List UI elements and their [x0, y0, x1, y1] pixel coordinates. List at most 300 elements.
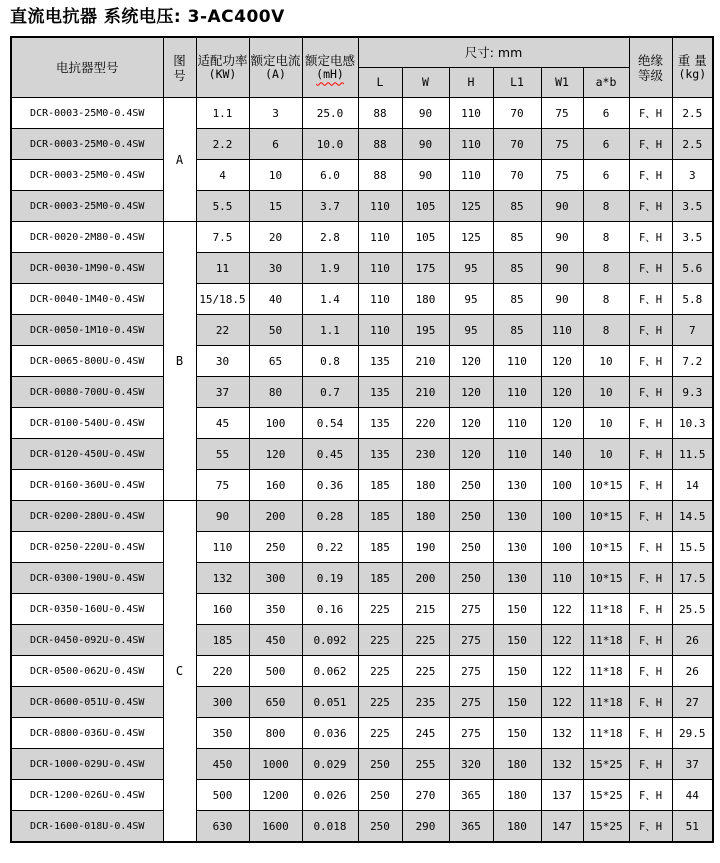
current-cell: 350 — [249, 594, 302, 625]
dim-l1-cell: 85 — [493, 284, 541, 315]
dim-l1-cell: 70 — [493, 98, 541, 129]
dim-ab-cell: 10*15 — [583, 532, 629, 563]
power-cell: 450 — [196, 749, 249, 780]
group-cell: A — [163, 98, 196, 222]
insulation-cell: F、H — [629, 687, 672, 718]
dim-h-cell: 275 — [449, 718, 493, 749]
power-cell: 11 — [196, 253, 249, 284]
dim-l-cell: 135 — [358, 377, 402, 408]
table-row — [11, 749, 713, 780]
current-cell: 50 — [249, 315, 302, 346]
dim-h-cell: 250 — [449, 501, 493, 532]
table-row — [11, 532, 713, 563]
dim-w-cell: 270 — [402, 780, 449, 811]
dim-h-cell: 120 — [449, 377, 493, 408]
dim-h-cell: 365 — [449, 811, 493, 843]
dim-l-cell: 225 — [358, 625, 402, 656]
dim-ab-cell: 8 — [583, 222, 629, 253]
dim-ab-cell: 10 — [583, 346, 629, 377]
insulation-cell: F、H — [629, 129, 672, 160]
current-cell: 100 — [249, 408, 302, 439]
power-cell: 90 — [196, 501, 249, 532]
current-cell: 160 — [249, 470, 302, 501]
dim-ab-cell: 11*18 — [583, 594, 629, 625]
model-cell: DCR-0080-700U-0.4SW — [11, 377, 163, 408]
current-cell: 3 — [249, 98, 302, 129]
col-header-current: 额定电流 (A) — [249, 37, 302, 98]
dim-l-cell: 225 — [358, 594, 402, 625]
dim-w-cell: 105 — [402, 222, 449, 253]
dim-ab-cell: 8 — [583, 191, 629, 222]
insulation-cell: F、H — [629, 780, 672, 811]
model-cell: DCR-0020-2M80-0.4SW — [11, 222, 163, 253]
table-row — [11, 687, 713, 718]
dim-h-cell: 110 — [449, 98, 493, 129]
power-cell: 22 — [196, 315, 249, 346]
dim-w-cell: 180 — [402, 501, 449, 532]
dim-col-header-w: W — [402, 68, 449, 98]
insulation-cell: F、H — [629, 656, 672, 687]
dim-col-header-l1: L1 — [493, 68, 541, 98]
dim-w1-cell: 120 — [541, 377, 583, 408]
model-cell: DCR-0200-280U-0.4SW — [11, 501, 163, 532]
dim-ab-cell: 11*18 — [583, 625, 629, 656]
power-cell: 300 — [196, 687, 249, 718]
weight-cell: 7.2 — [672, 346, 713, 377]
dim-ab-cell: 15*25 — [583, 811, 629, 843]
dim-w-cell: 225 — [402, 625, 449, 656]
dim-l1-cell: 110 — [493, 439, 541, 470]
dim-l1-cell: 180 — [493, 749, 541, 780]
dim-w-cell: 200 — [402, 563, 449, 594]
dim-l-cell: 250 — [358, 780, 402, 811]
dim-col-header-h: H — [449, 68, 493, 98]
inductance-cell: 1.9 — [302, 253, 358, 284]
dim-ab-cell: 8 — [583, 315, 629, 346]
table-row — [11, 811, 713, 843]
dim-w-cell: 90 — [402, 129, 449, 160]
model-cell: DCR-1200-026U-0.4SW — [11, 780, 163, 811]
dim-ab-cell: 11*18 — [583, 718, 629, 749]
dim-ab-cell: 15*25 — [583, 749, 629, 780]
table-row — [11, 377, 713, 408]
inductance-cell: 3.7 — [302, 191, 358, 222]
table-row — [11, 501, 713, 532]
dim-l1-cell: 130 — [493, 470, 541, 501]
dim-l1-cell: 85 — [493, 191, 541, 222]
inductance-cell: 0.45 — [302, 439, 358, 470]
page-title: 直流电抗器 系统电压: 3-AC400V — [10, 7, 285, 27]
weight-cell: 27 — [672, 687, 713, 718]
power-cell: 1.1 — [196, 98, 249, 129]
dim-l1-cell: 70 — [493, 129, 541, 160]
model-cell: DCR-0600-051U-0.4SW — [11, 687, 163, 718]
dim-l-cell: 110 — [358, 315, 402, 346]
table-row — [11, 191, 713, 222]
weight-cell: 3.5 — [672, 191, 713, 222]
dim-ab-cell: 10*15 — [583, 470, 629, 501]
dim-l-cell: 135 — [358, 346, 402, 377]
power-cell: 630 — [196, 811, 249, 843]
dim-col-header-w1: W1 — [541, 68, 583, 98]
dim-ab-cell: 10 — [583, 377, 629, 408]
dim-w1-cell: 122 — [541, 656, 583, 687]
insulation-cell: F、H — [629, 315, 672, 346]
dim-ab-cell: 11*18 — [583, 656, 629, 687]
dim-w1-cell: 140 — [541, 439, 583, 470]
dim-l1-cell: 130 — [493, 563, 541, 594]
inductance-cell: 0.026 — [302, 780, 358, 811]
current-cell: 10 — [249, 160, 302, 191]
insulation-cell: F、H — [629, 284, 672, 315]
col-header-power: 适配功率 (KW) — [196, 37, 249, 98]
current-cell: 20 — [249, 222, 302, 253]
weight-cell: 29.5 — [672, 718, 713, 749]
table-row — [11, 780, 713, 811]
weight-cell: 15.5 — [672, 532, 713, 563]
dim-h-cell: 95 — [449, 284, 493, 315]
model-cell: DCR-0003-25M0-0.4SW — [11, 160, 163, 191]
weight-cell: 2.5 — [672, 129, 713, 160]
insulation-cell: F、H — [629, 160, 672, 191]
dim-l-cell: 110 — [358, 222, 402, 253]
inductance-cell: 0.7 — [302, 377, 358, 408]
model-cell: DCR-0120-450U-0.4SW — [11, 439, 163, 470]
dim-l-cell: 185 — [358, 470, 402, 501]
dim-l-cell: 135 — [358, 439, 402, 470]
insulation-cell: F、H — [629, 222, 672, 253]
dim-h-cell: 95 — [449, 253, 493, 284]
inductance-cell: 0.22 — [302, 532, 358, 563]
dim-w-cell: 235 — [402, 687, 449, 718]
dim-h-cell: 110 — [449, 160, 493, 191]
dim-w1-cell: 100 — [541, 501, 583, 532]
dim-l-cell: 185 — [358, 501, 402, 532]
dim-w1-cell: 90 — [541, 284, 583, 315]
dim-h-cell: 275 — [449, 687, 493, 718]
col-header-dimensions: 尺寸: mm — [358, 37, 629, 68]
model-cell: DCR-0100-540U-0.4SW — [11, 408, 163, 439]
dim-w-cell: 180 — [402, 470, 449, 501]
insulation-cell: F、H — [629, 501, 672, 532]
model-cell: DCR-0040-1M40-0.4SW — [11, 284, 163, 315]
dim-w-cell: 230 — [402, 439, 449, 470]
model-cell: DCR-0250-220U-0.4SW — [11, 532, 163, 563]
weight-cell: 10.3 — [672, 408, 713, 439]
power-cell: 75 — [196, 470, 249, 501]
weight-cell: 11.5 — [672, 439, 713, 470]
inductance-cell: 25.0 — [302, 98, 358, 129]
model-cell: DCR-0800-036U-0.4SW — [11, 718, 163, 749]
table-row — [11, 439, 713, 470]
current-cell: 300 — [249, 563, 302, 594]
weight-cell: 44 — [672, 780, 713, 811]
model-cell: DCR-0050-1M10-0.4SW — [11, 315, 163, 346]
dim-w-cell: 190 — [402, 532, 449, 563]
dim-l1-cell: 85 — [493, 315, 541, 346]
power-cell: 220 — [196, 656, 249, 687]
dim-w-cell: 105 — [402, 191, 449, 222]
power-cell: 500 — [196, 780, 249, 811]
dim-w-cell: 215 — [402, 594, 449, 625]
dim-l-cell: 225 — [358, 656, 402, 687]
current-cell: 500 — [249, 656, 302, 687]
model-cell: DCR-1600-018U-0.4SW — [11, 811, 163, 843]
power-cell: 160 — [196, 594, 249, 625]
weight-cell: 25.5 — [672, 594, 713, 625]
inductance-cell: 1.1 — [302, 315, 358, 346]
dim-l1-cell: 150 — [493, 594, 541, 625]
table-row — [11, 98, 713, 129]
power-cell: 45 — [196, 408, 249, 439]
inductance-cell: 1.4 — [302, 284, 358, 315]
table-row — [11, 594, 713, 625]
group-cell: B — [163, 222, 196, 501]
dim-l-cell: 185 — [358, 532, 402, 563]
dim-ab-cell: 10 — [583, 408, 629, 439]
dim-h-cell: 275 — [449, 656, 493, 687]
table-row — [11, 284, 713, 315]
table-row — [11, 160, 713, 191]
dim-l1-cell: 130 — [493, 532, 541, 563]
current-cell: 15 — [249, 191, 302, 222]
dim-h-cell: 275 — [449, 625, 493, 656]
weight-cell: 5.6 — [672, 253, 713, 284]
dim-l1-cell: 70 — [493, 160, 541, 191]
page — [0, 7, 720, 843]
weight-cell: 26 — [672, 625, 713, 656]
dim-w1-cell: 90 — [541, 253, 583, 284]
dim-l1-cell: 110 — [493, 377, 541, 408]
dim-l1-cell: 110 — [493, 346, 541, 377]
current-cell: 450 — [249, 625, 302, 656]
dim-w1-cell: 75 — [541, 129, 583, 160]
dim-l-cell: 250 — [358, 811, 402, 843]
model-cell: DCR-0003-25M0-0.4SW — [11, 129, 163, 160]
table-row — [11, 470, 713, 501]
model-cell: DCR-0300-190U-0.4SW — [11, 563, 163, 594]
table-row — [11, 408, 713, 439]
dim-w1-cell: 100 — [541, 532, 583, 563]
table-row — [11, 346, 713, 377]
insulation-cell: F、H — [629, 377, 672, 408]
dim-w1-cell: 120 — [541, 346, 583, 377]
col-header-inductance: 额定电感 (mH) — [302, 37, 358, 98]
dim-l1-cell: 130 — [493, 501, 541, 532]
insulation-cell: F、H — [629, 470, 672, 501]
dim-w-cell: 245 — [402, 718, 449, 749]
col-header-insulation: 绝缘 等级 — [629, 37, 672, 98]
inductance-cell: 0.28 — [302, 501, 358, 532]
power-cell: 2.2 — [196, 129, 249, 160]
inductance-cell: 0.029 — [302, 749, 358, 780]
model-cell: DCR-0003-25M0-0.4SW — [11, 191, 163, 222]
model-cell: DCR-0450-092U-0.4SW — [11, 625, 163, 656]
dim-ab-cell: 10*15 — [583, 501, 629, 532]
inductance-cell: 0.051 — [302, 687, 358, 718]
weight-cell: 5.8 — [672, 284, 713, 315]
dim-col-header-ab: a*b — [583, 68, 629, 98]
weight-cell: 7 — [672, 315, 713, 346]
dim-w1-cell: 120 — [541, 408, 583, 439]
dim-h-cell: 125 — [449, 222, 493, 253]
dim-ab-cell: 10 — [583, 439, 629, 470]
weight-cell: 2.5 — [672, 98, 713, 129]
current-cell: 30 — [249, 253, 302, 284]
model-cell: DCR-0065-800U-0.4SW — [11, 346, 163, 377]
dim-l1-cell: 150 — [493, 625, 541, 656]
dim-l-cell: 110 — [358, 284, 402, 315]
dim-ab-cell: 8 — [583, 253, 629, 284]
dim-h-cell: 320 — [449, 749, 493, 780]
table-row — [11, 718, 713, 749]
dim-col-header-l: L — [358, 68, 402, 98]
model-cell: DCR-0350-160U-0.4SW — [11, 594, 163, 625]
header-row-top — [11, 37, 713, 68]
table-body — [11, 98, 713, 843]
dim-h-cell: 365 — [449, 780, 493, 811]
dim-l-cell: 250 — [358, 749, 402, 780]
inductance-cell: 0.062 — [302, 656, 358, 687]
dim-w-cell: 290 — [402, 811, 449, 843]
insulation-cell: F、H — [629, 346, 672, 377]
insulation-cell: F、H — [629, 594, 672, 625]
dim-l-cell: 88 — [358, 160, 402, 191]
dim-h-cell: 95 — [449, 315, 493, 346]
weight-cell: 26 — [672, 656, 713, 687]
inductance-cell: 10.0 — [302, 129, 358, 160]
dim-ab-cell: 11*18 — [583, 687, 629, 718]
dim-w-cell: 210 — [402, 346, 449, 377]
power-cell: 110 — [196, 532, 249, 563]
power-cell: 132 — [196, 563, 249, 594]
model-cell: DCR-0500-062U-0.4SW — [11, 656, 163, 687]
dim-h-cell: 120 — [449, 346, 493, 377]
dim-ab-cell: 8 — [583, 284, 629, 315]
dim-w-cell: 210 — [402, 377, 449, 408]
dim-w1-cell: 147 — [541, 811, 583, 843]
current-cell: 1600 — [249, 811, 302, 843]
col-header-figure: 图 号 — [163, 37, 196, 98]
power-cell: 5.5 — [196, 191, 249, 222]
current-cell: 250 — [249, 532, 302, 563]
dim-w-cell: 180 — [402, 284, 449, 315]
current-cell: 650 — [249, 687, 302, 718]
power-cell: 4 — [196, 160, 249, 191]
dim-l-cell: 225 — [358, 687, 402, 718]
inductance-cell: 0.092 — [302, 625, 358, 656]
col-header-model: 电抗器型号 — [11, 37, 163, 98]
insulation-cell: F、H — [629, 98, 672, 129]
power-cell: 37 — [196, 377, 249, 408]
current-cell: 65 — [249, 346, 302, 377]
model-cell: DCR-0160-360U-0.4SW — [11, 470, 163, 501]
dim-w1-cell: 122 — [541, 594, 583, 625]
dim-w1-cell: 110 — [541, 563, 583, 594]
inductance-cell: 0.36 — [302, 470, 358, 501]
col-header-weight: 重 量 (kg) — [672, 37, 713, 98]
dim-w-cell: 90 — [402, 98, 449, 129]
dim-w1-cell: 75 — [541, 160, 583, 191]
spec-table — [10, 36, 714, 843]
power-cell: 185 — [196, 625, 249, 656]
dim-w-cell: 175 — [402, 253, 449, 284]
dim-w1-cell: 132 — [541, 718, 583, 749]
insulation-cell: F、H — [629, 563, 672, 594]
dim-w1-cell: 132 — [541, 749, 583, 780]
table-row — [11, 315, 713, 346]
insulation-cell: F、H — [629, 191, 672, 222]
dim-l1-cell: 150 — [493, 656, 541, 687]
dim-h-cell: 125 — [449, 191, 493, 222]
dim-l-cell: 110 — [358, 253, 402, 284]
table-row — [11, 656, 713, 687]
dim-l1-cell: 180 — [493, 811, 541, 843]
dim-ab-cell: 6 — [583, 160, 629, 191]
dim-ab-cell: 6 — [583, 98, 629, 129]
dim-l1-cell: 180 — [493, 780, 541, 811]
dim-l-cell: 88 — [358, 98, 402, 129]
dim-l1-cell: 110 — [493, 408, 541, 439]
insulation-cell: F、H — [629, 408, 672, 439]
dim-h-cell: 250 — [449, 470, 493, 501]
model-cell: DCR-0030-1M90-0.4SW — [11, 253, 163, 284]
weight-cell: 14.5 — [672, 501, 713, 532]
dim-ab-cell: 6 — [583, 129, 629, 160]
dim-l1-cell: 150 — [493, 687, 541, 718]
dim-l-cell: 110 — [358, 191, 402, 222]
table-row — [11, 253, 713, 284]
current-cell: 6 — [249, 129, 302, 160]
dim-h-cell: 275 — [449, 594, 493, 625]
insulation-cell: F、H — [629, 253, 672, 284]
table-header — [11, 37, 713, 98]
model-cell: DCR-1000-029U-0.4SW — [11, 749, 163, 780]
dim-w1-cell: 100 — [541, 470, 583, 501]
inductance-cell: 0.036 — [302, 718, 358, 749]
current-cell: 120 — [249, 439, 302, 470]
current-cell: 200 — [249, 501, 302, 532]
table-row — [11, 129, 713, 160]
current-cell: 1200 — [249, 780, 302, 811]
inductance-cell: 2.8 — [302, 222, 358, 253]
weight-cell: 17.5 — [672, 563, 713, 594]
dim-h-cell: 250 — [449, 532, 493, 563]
inductance-cell: 0.018 — [302, 811, 358, 843]
weight-cell: 14 — [672, 470, 713, 501]
dim-h-cell: 120 — [449, 439, 493, 470]
inductance-cell: 0.54 — [302, 408, 358, 439]
dim-l1-cell: 85 — [493, 222, 541, 253]
dim-l1-cell: 85 — [493, 253, 541, 284]
power-cell: 7.5 — [196, 222, 249, 253]
dim-l-cell: 225 — [358, 718, 402, 749]
insulation-cell: F、H — [629, 749, 672, 780]
current-cell: 80 — [249, 377, 302, 408]
inductance-cell: 0.19 — [302, 563, 358, 594]
dim-w1-cell: 122 — [541, 625, 583, 656]
dim-w-cell: 225 — [402, 656, 449, 687]
current-cell: 1000 — [249, 749, 302, 780]
power-cell: 55 — [196, 439, 249, 470]
inductance-cell: 6.0 — [302, 160, 358, 191]
weight-cell: 3 — [672, 160, 713, 191]
dim-w-cell: 255 — [402, 749, 449, 780]
inductance-cell: 0.8 — [302, 346, 358, 377]
power-cell: 15/18.5 — [196, 284, 249, 315]
dim-w-cell: 195 — [402, 315, 449, 346]
weight-cell: 51 — [672, 811, 713, 843]
